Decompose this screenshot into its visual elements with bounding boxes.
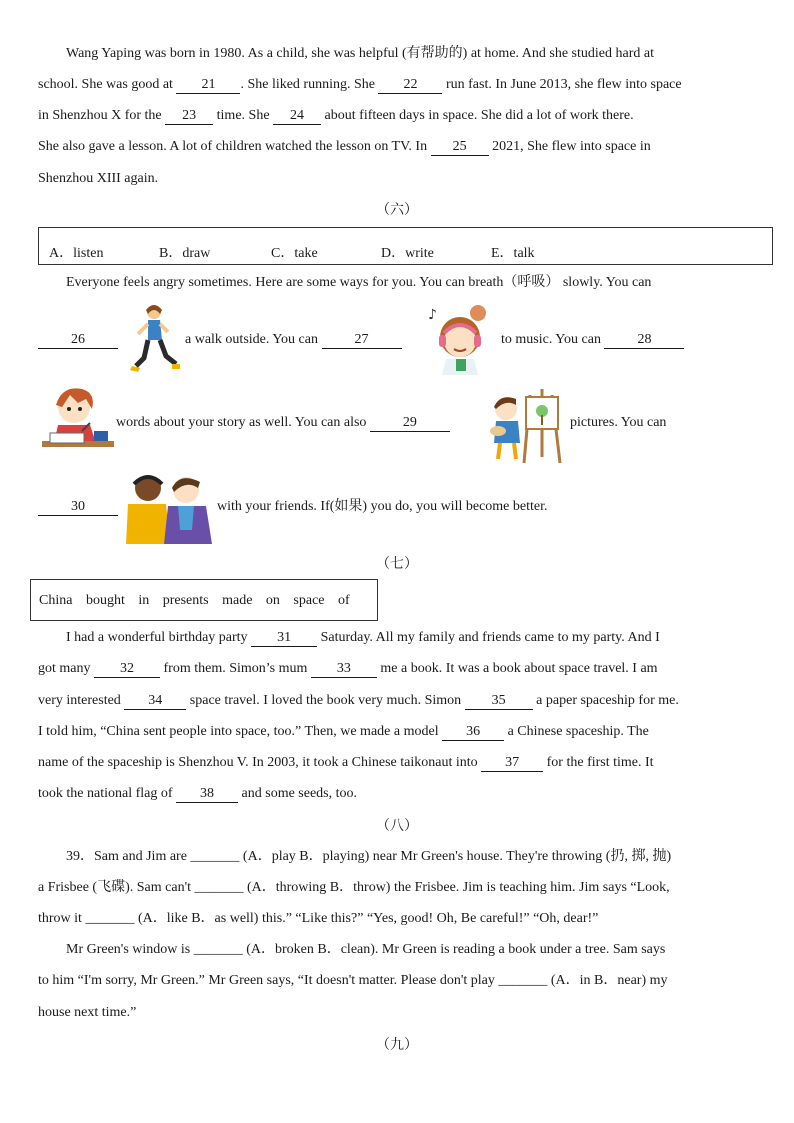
boys-talking-picture (124, 470, 214, 544)
s6-text-27: to music. You can 28 (501, 331, 684, 349)
s8-line-5: to him “I'm sorry, Mr Green.” Mr Green says, “It doesn't matter. Please don't play _______ (A．in B．near) my (38, 973, 668, 988)
s8-line-1: 39．Sam and Jim are _______ (A．play B．playing) near Mr Green's house. They're throwing (扔, 掷, 抛) (66, 849, 672, 864)
s6-text-30: with your friends. If(如果) you do, you will become better. (217, 499, 548, 514)
s7-line-1: I had a wonderful birthday party 31 Saturday. All my family and friends came to my party. And I (66, 630, 660, 645)
s8-line-6: house next time.” (38, 1005, 137, 1020)
option-b: B．draw (159, 246, 211, 261)
s6-line-4 (38, 498, 118, 516)
s7-line-6: took the national flag of 38 and some seeds, too. (38, 786, 358, 801)
option-c: C．take (271, 246, 318, 261)
blank-38[interactable]: 38 (176, 786, 238, 803)
word-bank-7-text: China bought in presents made on space of (39, 593, 350, 608)
s7-line-5: name of the spaceship is Shenzhou V. In 2003, it took a Chinese taikonaut into 37 for the first time. It (38, 755, 654, 770)
option-d: D．write (381, 246, 434, 261)
blank-32[interactable]: 32 (94, 661, 160, 678)
blank-31[interactable]: 31 (251, 630, 317, 647)
section9-heading: （九） (376, 1038, 418, 1053)
p5-line-3: in Shenzhou X for the 23 time. She 24 about fifteen days in space. She did a lot of work there. (38, 108, 634, 123)
section8-heading: （八） (376, 819, 418, 834)
blank-34[interactable]: 34 (124, 693, 186, 710)
s7-line-3: very interested 34 space travel. I loved the book very much. Simon 35 a paper spaceship for me. (38, 693, 679, 708)
section6-heading: （六） (376, 203, 418, 218)
blank-22[interactable]: 22 (378, 77, 442, 94)
blank-30[interactable]: 30 (38, 499, 118, 516)
blank-29[interactable]: 29 (370, 415, 450, 432)
s8-line-3: throw it _______ (A．like B．as well) this.” “Like this?” “Yes, good! Oh, Be careful!” “Oh, dear!” (38, 911, 599, 926)
word-bank-7 (30, 579, 378, 621)
boy-painting-picture (488, 385, 564, 465)
girl-headphones-picture (426, 303, 494, 375)
p5-line-1: Wang Yaping was born in 1980. As a child, she was helpful (有帮助的) at home. And she studied hard at (66, 46, 654, 61)
word-bank-6 (38, 227, 773, 265)
s6-line-3: words about your story as well. You can also 29 (116, 414, 450, 432)
blank-26[interactable]: 26 (38, 332, 118, 349)
p5-line-4: She also gave a lesson. A lot of children watched the lesson on TV. In 25 2021, She flew into space in (38, 139, 651, 154)
s6-line-2 (38, 331, 118, 349)
blank-35[interactable]: 35 (465, 693, 533, 710)
boy-writing-picture (42, 385, 114, 461)
s7-line-4: I told him, “China sent people into space, too.” Then, we made a model 36 a Chinese spaceship. The (38, 724, 649, 739)
walking-girl-picture (124, 302, 182, 376)
s6-text-29: pictures. You can (570, 415, 667, 430)
option-a: A．listen (49, 246, 104, 261)
blank-36[interactable]: 36 (442, 724, 504, 741)
s8-line-4: Mr Green's window is _______ (A．broken B．clean). Mr Green is reading a book under a tree. Sam says (66, 942, 666, 957)
blank-23[interactable]: 23 (165, 108, 213, 125)
s6-line-1: Everyone feels angry sometimes. Here are some ways for you. You can breath（呼吸） slowly. You can (66, 275, 652, 290)
section7-heading: （七） (376, 557, 418, 572)
blank-37[interactable]: 37 (481, 755, 543, 772)
blank-24[interactable]: 24 (273, 108, 321, 125)
s8-line-2: a Frisbee (飞碟). Sam can't _______ (A．throwing B．throw) the Frisbee. Jim is teaching him. Jim says “Look, (38, 880, 670, 895)
blank-25[interactable]: 25 (431, 139, 489, 156)
blank-28[interactable]: 28 (604, 332, 684, 349)
p5-line-2: school. She was good at 21 . She liked running. She 22 run fast. In June 2013, she flew into space (38, 77, 682, 92)
option-e: E．talk (491, 246, 535, 261)
svg-text:♪: ♪ (428, 307, 437, 323)
s7-line-2: got many 32 from them. Simon’s mum 33 me a book. It was a book about space travel. I am (38, 661, 658, 676)
blank-27[interactable]: 27 (322, 332, 402, 349)
blank-21[interactable]: 21 (176, 77, 240, 94)
p5-line-5: Shenzhou XIII again. (38, 171, 159, 186)
blank-33[interactable]: 33 (311, 661, 377, 678)
s6-text-26: a walk outside. You can 27 (185, 331, 402, 349)
